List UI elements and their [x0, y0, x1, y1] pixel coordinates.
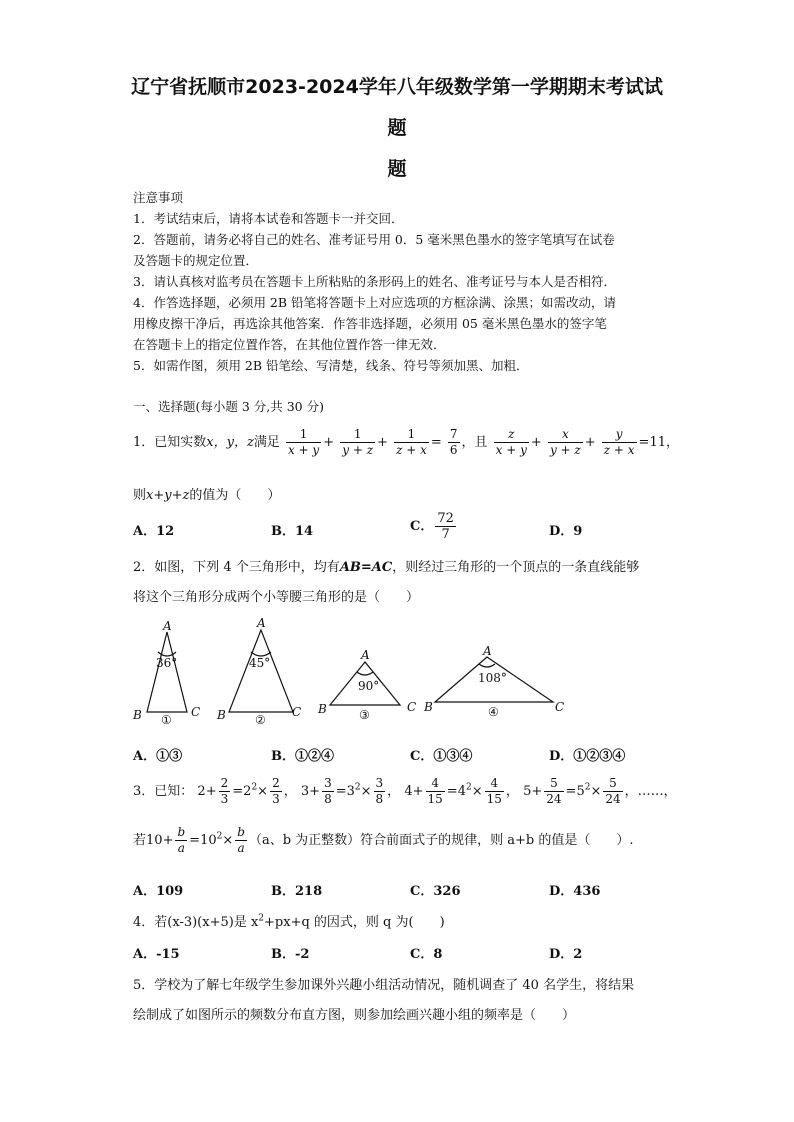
vertex-label: B [133, 708, 142, 722]
fraction: $\frac{5}{24}$ [546, 776, 562, 806]
q3-option-d: D．436 [549, 884, 601, 899]
question-2-line2: 将这个三角形分成两个小等腰三角形的是（ ） [133, 590, 420, 605]
fraction: $\frac{1}{z + x}$ [396, 427, 427, 457]
q2-option-c: C．①③④ [410, 749, 473, 764]
fraction: $\frac{b}{a}$ [177, 825, 186, 855]
vertex-label: B [318, 702, 327, 716]
triangle-label: ④ [488, 705, 499, 719]
vertex-label: B [217, 708, 226, 722]
fraction: $\frac{2}{3}$ [220, 776, 229, 806]
q1-option-c: C． $\frac{72}{7}$ [410, 511, 454, 542]
question-3-line2: 若10+ $\frac{b}{a}$ $=10^2\times$ $\frac{b}{a}$ （a、b 为正整数）符合前面式子的规律，则 a+b 的值是（ ）. [133, 825, 634, 855]
question-2-line1: 2．如图，下列 4 个三角形中，均有AB=AC，则经过三角形的一个顶点的一条直线能够 [133, 560, 640, 575]
question-1-stem: 1．已知实数x，y，z满足 $\frac{1}{x + y}$ + $\frac{1}{y + z}$ + $\frac{1}{z + x}$ = $\frac{7}{6}$ ，且 $\frac{z}{x + y}$ + $\frac{x}{y + z}$ + $\frac{y}{z + x}$ =11， [133, 427, 679, 457]
fraction: $\frac{3}{8}$ [375, 776, 384, 806]
section-heading: 一、选择题(每小题 3 分,共 30 分) [133, 399, 324, 414]
notes-line: 用橡皮擦干净后，再选涂其他答案．作答非选择题，必须用 05 毫米黑色墨水的签字笔 [133, 316, 607, 331]
vertex-label: C [555, 700, 565, 714]
q2-option-a: A．①③ [133, 749, 183, 764]
fraction: $\frac{b}{a}$ [237, 825, 245, 855]
vertex-label: A [257, 616, 266, 630]
angle-label: 45° [249, 656, 271, 670]
question-5-line1: 5．学校为了解七年级学生参加课外兴趣小组活动情况，随机调查了 40 名学生，将结果 [133, 978, 635, 993]
triangle-label: ③ [359, 708, 370, 722]
q4-option-c: C．8 [410, 947, 443, 962]
fraction: $\frac{2}{3}$ [272, 776, 280, 806]
angle-arc [357, 672, 373, 675]
fraction: $\frac{y}{z + x}$ [603, 427, 635, 457]
question-3-line1: 3．已知： 2+ $\frac{2}{3}$ $=2^2\times$ $\frac{2}{3}$ ， 3+ $\frac{3}{8}$ $=3^2\times$ $\frac{3}{8}$ ， 4+ $\frac{4}{15}$ $=4^2\times$ $\frac{4}{15}$ ， 5+ $\frac{5}{24}$ $=5^2\times$ $\frac{5}{24}$ ，……， [133, 776, 677, 806]
q3-option-b: B．218 [271, 884, 323, 899]
notes-line: 在答题卡上的指定位置作答，在其他位置作答一律无效． [133, 337, 446, 352]
vertex-label: A [163, 619, 172, 633]
triangle-1 [147, 632, 187, 712]
fraction: $\frac{72}{7}$ [437, 511, 454, 542]
exam-title-line2: 题 [387, 117, 407, 139]
angle-label: 36° [156, 656, 178, 670]
exam-title-line1: 辽宁省抚顺市2023-2024学年八年级数学第一学期期末考试试 [131, 76, 663, 98]
notes-heading: 注意事项 [133, 190, 184, 205]
q3-option-c: C．326 [410, 884, 461, 899]
q4-option-d: D．2 [549, 947, 583, 962]
q4-option-b: B．-2 [271, 947, 310, 962]
q4-option-a: A．-15 [133, 947, 180, 962]
question-5-line2: 绘制成了如图所示的频数分布直方图，则参加绘画兴趣小组的频率是（ ） [133, 1008, 576, 1023]
notes-line: 1．考试结束后，请将本试卷和答题卡一并交回． [133, 211, 404, 226]
q1-option-d: D．9 [549, 524, 583, 539]
angle-arc [479, 664, 495, 667]
vertex-label: A [361, 648, 370, 662]
fraction: $\frac{1}{x + y}$ [287, 427, 320, 457]
angle-label: 90° [358, 679, 380, 693]
q1-option-a: A．12 [133, 524, 175, 539]
fraction: $\frac{x}{y + z}$ [549, 427, 581, 457]
fraction: $\frac{5}{24}$ [605, 776, 621, 806]
vertex-label: C [292, 705, 302, 719]
question-4-stem: 4．若(x-3)(x+5)是 $x^2+px+q$ 的因式，则 q 为( ) [133, 913, 445, 930]
vertex-label: A [483, 644, 492, 658]
notes-line: 3．请认真核对监考员在答题卡上所粘贴的条形码上的姓名、准考证号与本人是否相符． [133, 274, 616, 289]
notes-line: 5．如需作图，须用 2B 铅笔绘、写清楚，线条、符号等须加黑、加粗． [133, 358, 529, 373]
fraction: $\frac{z}{x + y}$ [495, 427, 527, 457]
angle-label: 108° [478, 671, 507, 685]
fraction: $\frac{7}{6}$ [449, 427, 458, 457]
triangle-2 [229, 630, 293, 712]
notes-line: 2．答题前，请务必将自己的姓名、准考证号用 0．5 毫米黑色墨水的签字笔填写在试卷 [133, 232, 615, 247]
q3-option-a: A．109 [133, 884, 184, 899]
vertex-label: C [407, 700, 417, 714]
question-1-line2: 则x+y+z的值为（ ） [133, 488, 281, 503]
fraction: $\frac{4}{15}$ [427, 776, 443, 806]
vertex-label: C [191, 705, 201, 719]
fraction: $\frac{1}{y + z}$ [342, 427, 374, 457]
exam-title-line3: 题 [387, 158, 407, 180]
q1-option-b: B．14 [271, 524, 314, 539]
triangle-label: ② [255, 713, 266, 727]
triangle-label: ① [161, 713, 172, 727]
fraction: $\frac{3}{8}$ [324, 776, 332, 806]
q2-option-b: B．①②④ [271, 749, 334, 764]
fraction: $\frac{4}{15}$ [486, 776, 502, 806]
notes-line: 4．作答选择题，必须用 2B 铅笔将答题卡上对应选项的方框涂满、涂黑；如需改动，请 [133, 295, 617, 310]
notes-line: 及答题卡的规定位置． [133, 253, 259, 268]
vertex-label: B [424, 700, 433, 714]
q2-option-d: D．①②③④ [549, 749, 626, 764]
